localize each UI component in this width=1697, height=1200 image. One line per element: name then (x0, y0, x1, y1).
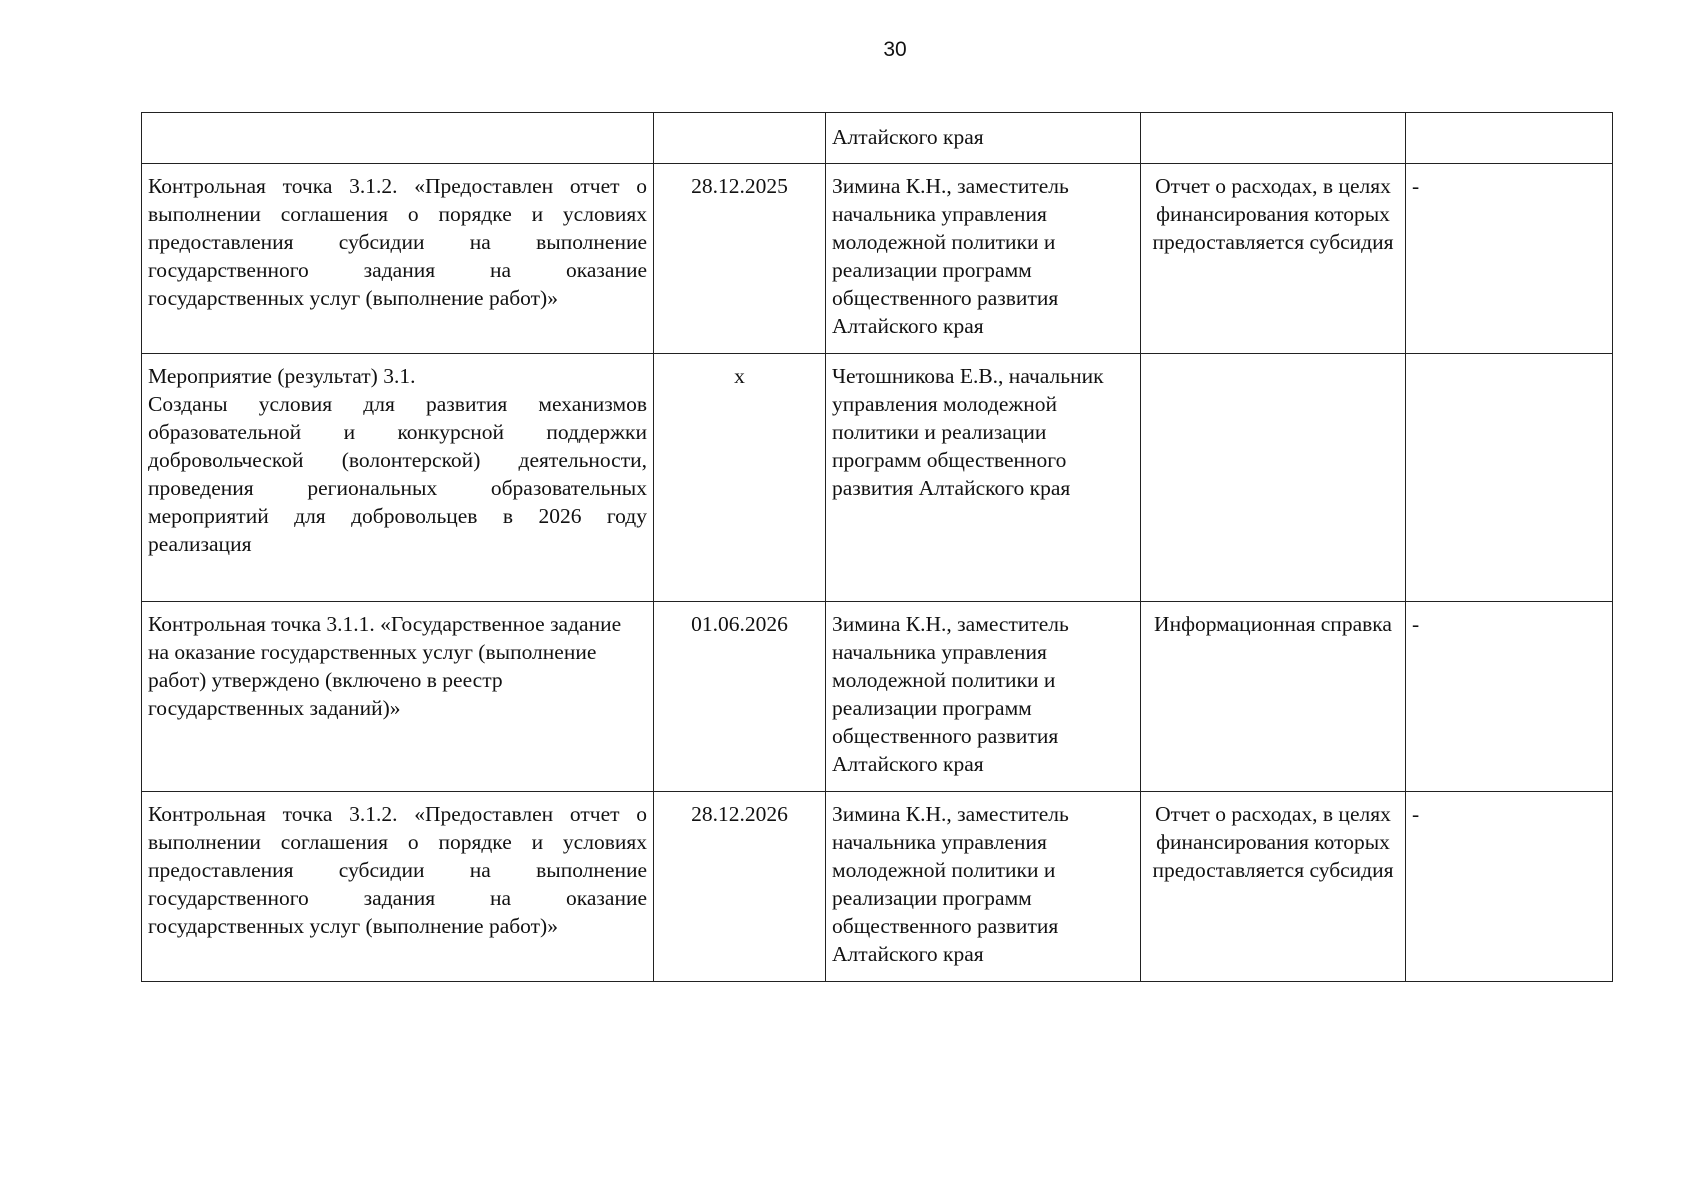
responsible-cell: Алтайского края (826, 113, 1141, 164)
document-cell: Отчет о расходах, в целях финансирования которых предоставляется субсидия (1141, 164, 1406, 354)
note-cell (1406, 113, 1613, 164)
table-row (142, 113, 1613, 164)
responsible-cell: Зимина К.Н., заместитель начальника управления молодежной политики и реализации программ общественного развития Алтайского края (826, 792, 1141, 982)
event-cell (142, 354, 654, 602)
event-cell: Контрольная точка 3.1.2. «Предоставлен отчет о выполнении соглашения о порядке и условиях предоставления субсидии на выполнение государственного задания на оказание государственных услуг (выполнение работ)» (142, 164, 654, 354)
responsible-cell: Зимина К.Н., заместитель начальника управления молодежной политики и реализации программ общественного развития Алтайского края (826, 164, 1141, 354)
control-points-table (141, 112, 1613, 982)
event-cell (142, 113, 654, 164)
date-cell: 01.06.2026 (654, 602, 826, 792)
date-cell (654, 113, 826, 164)
table-row (142, 164, 1613, 354)
event-cell: Контрольная точка 3.1.2. «Предоставлен отчет о выполнении соглашения о порядке и условиях предоставления субсидии на выполнение государственного задания на оказание государственных услуг (выполнение работ)» (142, 792, 654, 982)
table-row (142, 792, 1613, 982)
event-cell: Контрольная точка 3.1.1. «Государственное задание на оказание государственных услуг (выполнение работ) утверждено (включено в реестр государственных заданий)» (142, 602, 654, 792)
date-cell: 28.12.2026 (654, 792, 826, 982)
document-cell: Отчет о расходах, в целях финансирования которых предоставляется субсидия (1141, 792, 1406, 982)
date-cell: 28.12.2025 (654, 164, 826, 354)
document-cell (1141, 354, 1406, 602)
note-cell: - (1406, 602, 1613, 792)
responsible-cell: Зимина К.Н., заместитель начальника управления молодежной политики и реализации программ общественного развития Алтайского края (826, 602, 1141, 792)
note-cell: - (1406, 792, 1613, 982)
responsible-cell: Четошникова Е.В., начальник управления молодежной политики и реализации программ общественного развития Алтайского края (826, 354, 1141, 602)
event-title: Мероприятие (результат) 3.1. (148, 364, 416, 388)
document-cell: Информационная справка (1141, 602, 1406, 792)
note-cell (1406, 354, 1613, 602)
event-detail: Созданы условия для развития механизмов образовательной и конкурсной поддержки добровольческой (волонтерской) деятельности, проведения региональных образовательных мероприятий для добровольцев в 2026 году реализация (148, 392, 647, 556)
table-row (142, 602, 1613, 792)
table-row (142, 354, 1613, 602)
document-cell (1141, 113, 1406, 164)
date-cell: x (654, 354, 826, 602)
page-number: 30 (883, 38, 907, 61)
note-cell: - (1406, 164, 1613, 354)
